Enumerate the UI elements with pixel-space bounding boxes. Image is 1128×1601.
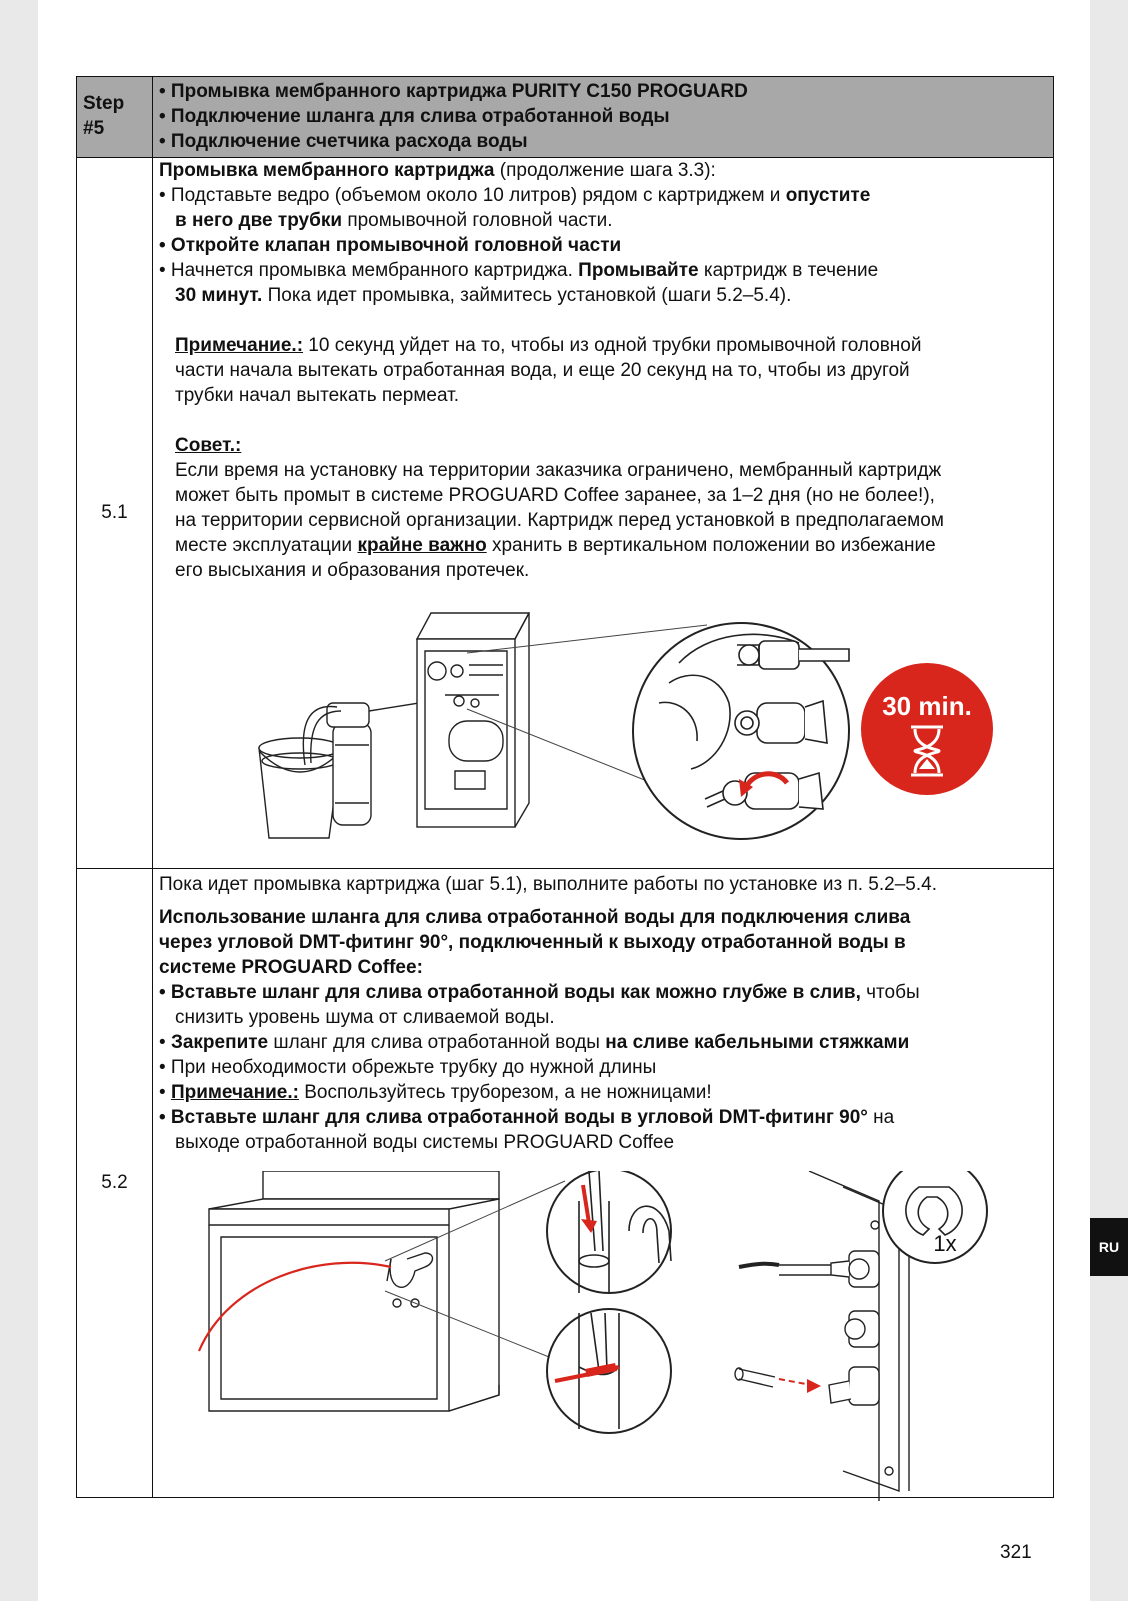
s51-b3-bold: Промывайте	[578, 260, 699, 281]
language-tab: RU	[1090, 1218, 1128, 1276]
s51-tip-1: Если время на установку на территории заказчика ограничено, мембранный картридж	[175, 460, 942, 481]
s52-b5-cont: выходе отработанной воды системы PROGUARD Coffee	[175, 1132, 675, 1153]
substep-5-2-row	[77, 868, 1053, 1497]
s51-note-2: части начала вытекать отработанная вода, и еще 20 секунд на то, чтобы из другой	[175, 360, 910, 381]
drain-hose-red	[199, 1263, 391, 1351]
flush-valve-zoom-icon	[633, 623, 849, 839]
membrane-cartridge-icon	[327, 703, 371, 825]
s51-tip-4-rest: хранить в вертикальном положении во избежание	[486, 535, 936, 556]
s51-tip-4-bold: крайне важно	[357, 535, 487, 556]
s51-b3-rest2: Пока идет промывка, займитесь установкой (шаги 5.2–5.4).	[262, 285, 792, 306]
s52-b2-bold1: Закрепите	[170, 1032, 269, 1053]
s51-b3-pre: • Начнется промывка мембранного картриджа.	[159, 260, 579, 281]
header-bullet-2: • Подключение шланга для слива отработанной воды	[159, 106, 670, 127]
s52-heading-3: системе PROGUARD Coffee:	[159, 957, 423, 978]
s51-title-rest: (продолжение шага 3.3):	[494, 160, 716, 181]
step-label-cell	[77, 77, 153, 157]
bucket-icon	[259, 738, 341, 838]
s52-bullet-3: • При необходимости обрежьте трубку до нужной длины	[159, 1057, 657, 1078]
s52-heading-1: Использование шланга для слива отработанной воды для подключения слива	[159, 907, 911, 928]
s51-bullet-2: • Откройте клапан промывочной головной части	[159, 235, 622, 256]
header-bullet-1: • Промывка мембранного картриджа PURITY C150 PROGUARD	[159, 81, 748, 102]
s51-b3-rest: картридж в течение	[698, 260, 879, 281]
s52-heading-2: через угловой DMT-фитинг 90°, подключенный к выходу отработанной воды в	[159, 932, 906, 953]
s51-b1-rest: промывочной головной части.	[342, 210, 613, 231]
s51-tip-5: его высыхания и образования протечек.	[175, 560, 530, 581]
step-number: #5	[83, 118, 105, 139]
s52-b4-label: Примечание.:	[170, 1082, 299, 1103]
s51-note-label: Примечание.:	[175, 335, 304, 356]
substep-5-2-number: 5.2	[77, 869, 153, 1497]
drain-illustration	[159, 1171, 1047, 1501]
substep-5-1-row	[77, 157, 1053, 868]
s51-tip-3: на территории сервисной организации. Картридж перед установкой в предполагаемом	[175, 510, 944, 531]
s51-note-3: трубки начал вытекать пермеат.	[175, 385, 459, 406]
s51-tip-2: может быть промыт в системе PROGUARD Coffee заранее, за 1–2 дня (но не более!),	[175, 485, 935, 506]
s51-b3-bold2: 30 минут.	[175, 285, 263, 306]
timer-badge-label: 30 min.	[882, 691, 972, 721]
proguard-cabinet-icon	[417, 613, 529, 827]
s52-b4-rest: Воспользуйтесь труборезом, а не ножницами!	[298, 1082, 712, 1103]
s51-note-1: 10 секунд уйдет на то, чтобы из одной трубки промывочной головной	[303, 335, 922, 356]
header-bullet-3: • Подключение счетчика расхода воды	[159, 131, 528, 152]
s51-b1-pre: • Подставьте ведро (объемом около 10 литров) рядом с картриджем и	[159, 185, 786, 206]
s52-b2-pre: •	[159, 1032, 171, 1053]
timer-badge	[861, 663, 993, 795]
right-margin-band	[1090, 0, 1128, 1601]
step-table	[76, 76, 1054, 1498]
retaining-clip-zoom-icon	[883, 1171, 987, 1263]
s51-b1-bold2: в него две трубки	[175, 210, 343, 231]
s52-b2-mid: шланг для слива отработанной воды	[268, 1032, 606, 1053]
cable-tie-zoom-icon	[547, 1309, 671, 1433]
s52-intro: Пока идет промывка картриджа (шаг 5.1), выполните работы по установке из п. 5.2–5.4.	[159, 874, 937, 895]
substep-5-1-number: 5.1	[77, 158, 153, 868]
left-margin-band	[0, 0, 38, 1601]
s52-b4-pre: •	[159, 1082, 171, 1103]
step-label: Step	[83, 93, 125, 114]
s52-b5-bold: • Вставьте шланг для слива отработанной воды в угловой DMT-фитинг 90°	[159, 1107, 868, 1128]
page-number: 321	[1000, 1542, 1032, 1563]
s52-b1-rest: чтобы	[860, 982, 920, 1003]
s51-tip-4-pre: месте эксплуатации	[175, 535, 358, 556]
s52-b1-bold: • Вставьте шланг для слива отработанной воды как можно глубже в слив,	[159, 982, 861, 1003]
step-header-row	[77, 77, 1053, 157]
flushing-drawing	[159, 603, 1039, 853]
clip-count-label: 1x	[933, 1231, 957, 1256]
hose-insert-zoom-icon	[547, 1171, 671, 1293]
s52-b2-bold2: на сливе кабельными стяжками	[605, 1032, 910, 1053]
s51-title: Промывка мембранного картриджа	[159, 160, 495, 181]
substep-5-2-content	[153, 869, 1053, 1497]
step-header-bullets	[153, 77, 1053, 157]
s51-tip-label: Совет.:	[175, 435, 242, 456]
s51-b1-bold: опустите	[785, 185, 871, 206]
flushing-illustration	[159, 603, 1047, 853]
s52-b1-cont: снизить уровень шума от сливаемой воды.	[175, 1007, 555, 1028]
substep-5-1-content	[153, 158, 1053, 868]
s52-b5-rest: на	[867, 1107, 895, 1128]
drain-drawing	[159, 1171, 1039, 1501]
